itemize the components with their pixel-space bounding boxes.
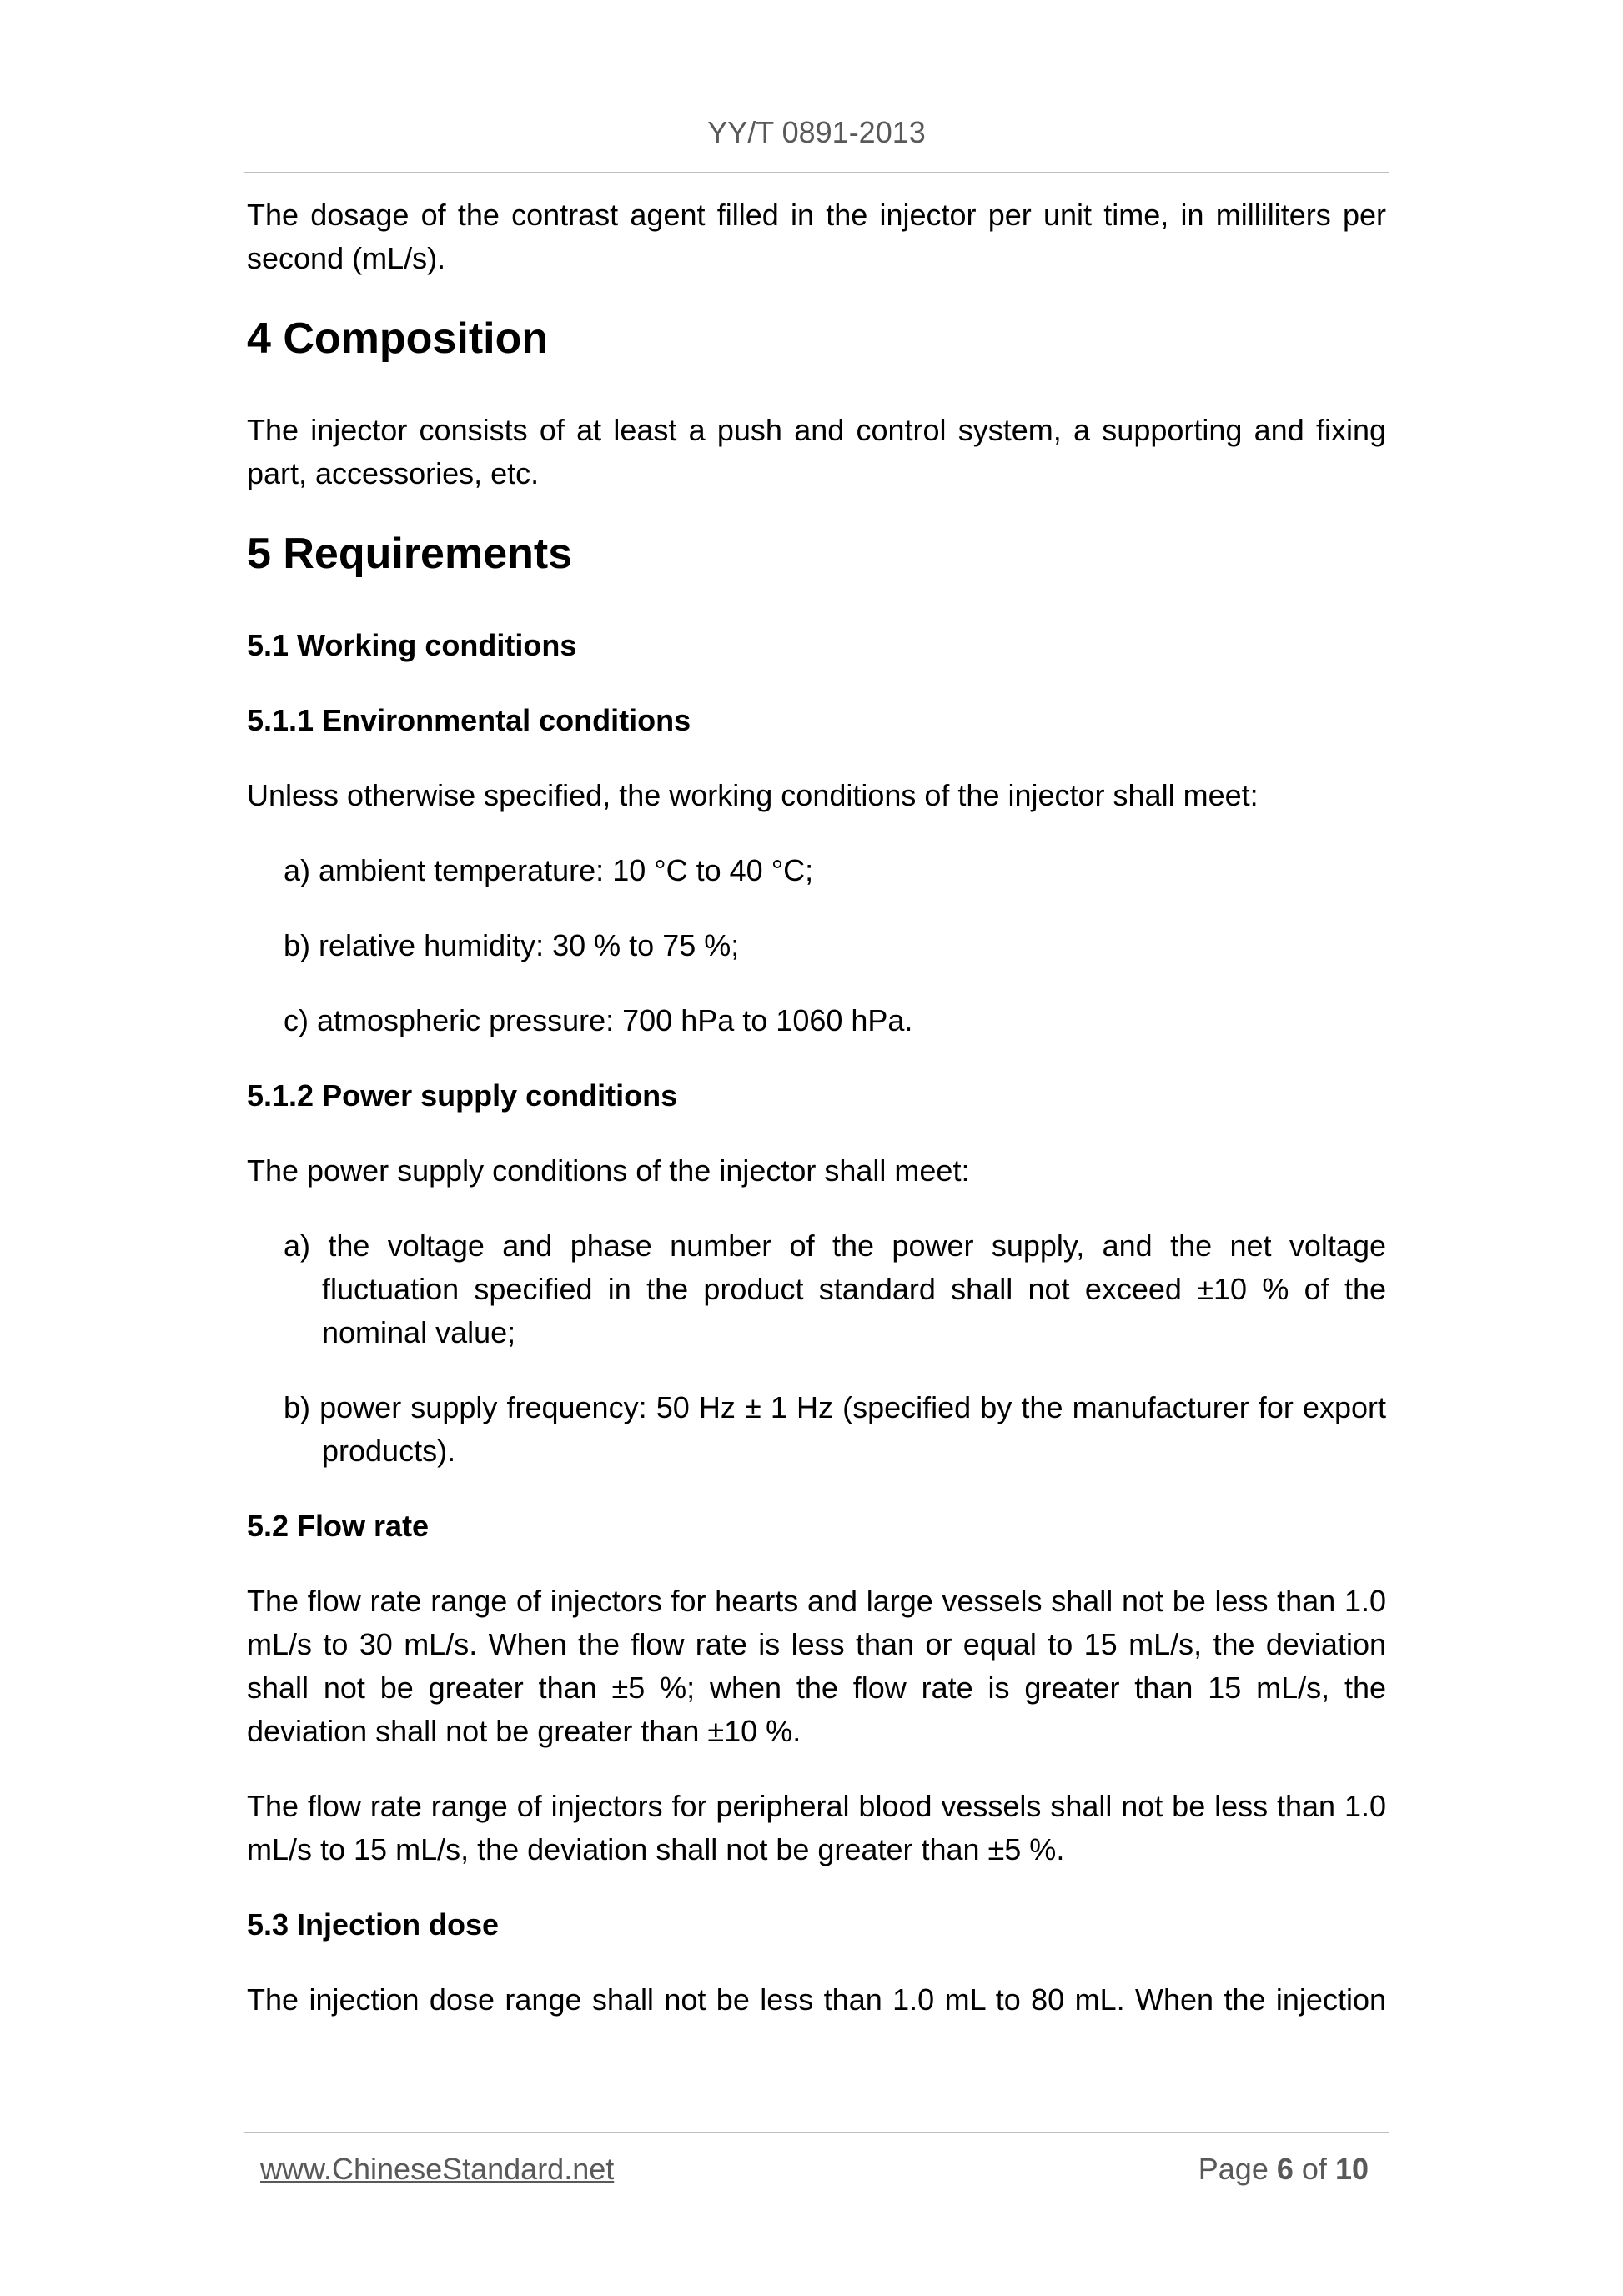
section-5-3-paragraph: The injection dose range shall not be less than 1.0 mL to 80 mL. When the injection <box>247 1982 1386 2017</box>
list-item: a) the voltage and phase number of the power supply, and the net voltage fluctuation specified in the product standard shall not exceed ±10 % of the nominal value; <box>284 1228 1386 1349</box>
section-5-2-paragraph: The flow rate range of injectors for peripheral blood vessels shall not be less than 1.0 mL/s to 15 mL/s, the deviation shall not be greater than ±5 %. <box>247 1789 1386 1866</box>
page-indicator <box>1198 2152 1369 2187</box>
section-5-1-heading: 5.1 Working conditions <box>247 628 577 662</box>
section-5-1-2-heading: 5.1.2 Power supply conditions <box>247 1078 678 1113</box>
list-item: b) power supply frequency: 50 Hz ± 1 Hz (specified by the manufacturer for export products). <box>284 1390 1386 1468</box>
page-body <box>247 193 1386 2053</box>
document-code-header: YY/T 0891-2013 <box>707 115 926 149</box>
section-4-heading: 4 Composition <box>247 314 549 363</box>
section-5-2-heading: 5.2 Flow rate <box>247 1509 430 1543</box>
section-5-1-1-heading: 5.1.1 Environmental conditions <box>247 703 691 737</box>
page-current: 6 <box>1276 2152 1294 2186</box>
page-of: of <box>1301 2152 1327 2186</box>
header-divider <box>244 172 1389 173</box>
section-5-heading: 5 Requirements <box>247 530 573 578</box>
footer-divider <box>244 2132 1389 2133</box>
section-5-3-heading: 5.3 Injection dose <box>247 1907 500 1942</box>
list-item: a) ambient temperature: 10 °C to 40 °C; <box>284 853 814 887</box>
section-5-2-paragraph: The flow rate range of injectors for hearts and large vessels shall not be less than 1.0 mL/s to 30 mL/s. When the flow rate is less than or equal to 15 mL/s, the deviation shall not be greater than ±5 %; when the flow rate is greater than 15 mL/s, the deviation shall not be greater than ±10 %. <box>247 1584 1386 1748</box>
section-5-1-1-lead: Unless otherwise specified, the working conditions of the injector shall meet: <box>247 778 1259 812</box>
section-4-paragraph: The injector consists of at least a push and control system, a supporting and fixing part, accessories, etc. <box>247 413 1386 490</box>
section-5-1-2-lead: The power supply conditions of the injector shall meet: <box>247 1153 970 1188</box>
intro-paragraph: The dosage of the contrast agent filled in the injector per unit time, in milliliters per second (mL/s). <box>247 198 1386 275</box>
page-prefix: Page <box>1198 2152 1269 2186</box>
website-link[interactable]: www.ChineseStandard.net <box>260 2152 615 2186</box>
page-total: 10 <box>1334 2152 1369 2186</box>
list-item: b) relative humidity: 30 % to 75 %; <box>284 928 740 962</box>
list-item: c) atmospheric pressure: 700 hPa to 1060 hPa. <box>284 1003 913 1037</box>
